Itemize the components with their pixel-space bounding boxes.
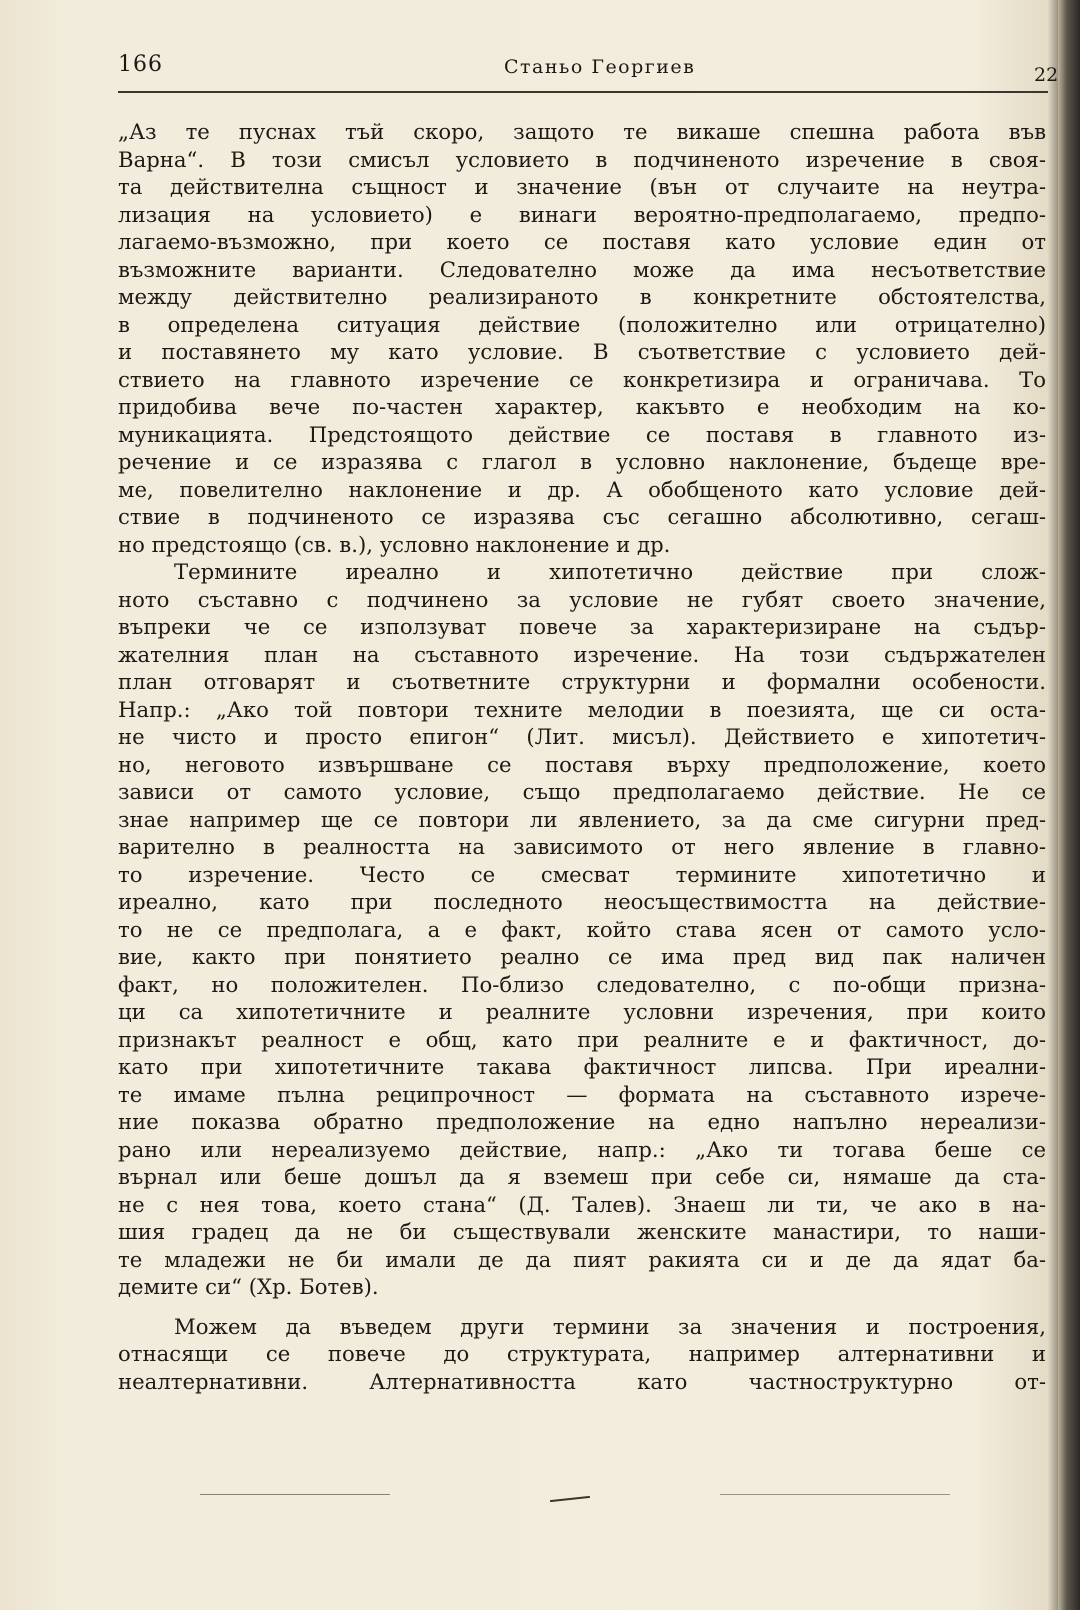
text-line: като при хипотетичните такава фактичност липсва. При ирeални-: [118, 1054, 1046, 1079]
text-line: те имаме пълна реципрочност — формата на съставното изрече-: [118, 1081, 1046, 1107]
text-line: ното съставно с подчинено за условие не губят своето значение,: [118, 586, 1046, 612]
text-line: между действително реализираното в конкретните обстоятелства,: [118, 284, 1046, 309]
chapter-number: 22: [1034, 64, 1059, 86]
text-line: жателния план на съставното изречение. На този съдържателен: [118, 641, 1046, 667]
header-rule: [118, 91, 1048, 93]
text-line: лагаемо-възможно, при което се поставя като условие един от: [118, 229, 1046, 254]
text-line: Можем да въведем други термини за значения и построения,: [174, 1313, 1046, 1339]
text-line: план отговарят и съответните структурни и формални особености.: [118, 669, 1046, 694]
text-line: въпреки че се използуват повече за характеризиране на съдър-: [118, 614, 1046, 639]
text-line: факт, но положителен. По-близо следователно, с по-общи призна-: [118, 971, 1046, 997]
text-line: неалтернативни. Алтернативността като частноструктурно от-: [118, 1368, 1046, 1394]
text-line: придобива вече по-частен характер, какъвто е необходим на ко-: [118, 394, 1046, 419]
text-line: „Аз те пуснах тъй скоро, защото те викаше спешна работа във: [118, 119, 1046, 144]
text-line: варително в реалността на зависимото от него явление в главно-: [118, 834, 1046, 859]
footer-pen-marks: [200, 1488, 1040, 1508]
pen-mark: [720, 1494, 950, 1495]
text-line: не чисто и просто епигон“ (Лит. мисъл). Действието е хипотетич-: [118, 724, 1046, 749]
text-line: но, неговото извършване се поставя върху предположение, което: [118, 751, 1046, 777]
text-line: то не се предполага, а е факт, който става ясен от самото усло-: [118, 916, 1046, 942]
text-line: муникацията. Предстоящото действие се поставя в главното из-: [118, 421, 1046, 447]
text-line: ци са хипотетичните и реалните условни изречения, при които: [118, 999, 1046, 1024]
text-line: шия градец да не би съществували женските манастири, то наши-: [118, 1219, 1046, 1244]
text-line: знае например ще се повтори ли явлението, за да сме сигурни пред-: [118, 806, 1046, 832]
text-line: Варна“. В този смисъл условието в подчиненото изречение в своя-: [118, 146, 1046, 172]
text-line: демите си“ (Хр. Ботев).: [118, 1274, 379, 1299]
text-line: речение и се изразява с глагол в условно наклонение, бъдеще вре-: [118, 449, 1046, 474]
paragraph-2: [118, 558, 1046, 1301]
page-header: [118, 48, 1059, 92]
text-line: отнасящи се повече до структурата, например алтернативни и: [118, 1341, 1046, 1366]
text-line: те младежи не би имали де да пият ракията си и де да ядат ба-: [118, 1246, 1046, 1272]
paragraph-gap: [118, 1301, 1046, 1313]
text-line: в определена ситуация действие (положително или отрицателно): [118, 311, 1046, 337]
text-line: Напр.: „Ако той повтори техните мелодии в поезията, ще си оста-: [118, 696, 1046, 722]
pen-mark: [550, 1496, 590, 1502]
text-line: възможните варианти. Следователно може да има несъответствие: [118, 256, 1046, 282]
body-text: [118, 118, 1046, 1395]
text-line: и поставянето му като условие. В съответствие с условието дей-: [118, 339, 1046, 364]
text-line: ирeално, като при последното неосъществимостта на действие-: [118, 889, 1046, 914]
text-line: вие, както при понятието реално се има пред вид пак наличен: [118, 944, 1046, 969]
pen-mark: [200, 1494, 390, 1495]
text-line: то изречение. Често се смесват термините хипотетично и: [118, 861, 1046, 887]
text-line: ние показва обратно предположение на едно напълно нереализи-: [118, 1109, 1046, 1134]
text-line: не с нея това, което стана“ (Д. Талев). Знаеш ли ти, че ако в на-: [118, 1191, 1046, 1217]
text-line: та действителна същност и значение (вън от случаите на неутра-: [118, 174, 1046, 199]
paragraph-1: [118, 118, 1046, 558]
text-line: върнал или беше дошъл да я вземеш при себе си, нямаше да ста-: [118, 1164, 1046, 1189]
text-line: ме, повелително наклонение и др. А обобщеното като условие дей-: [118, 476, 1046, 502]
text-line: зависи от самото условие, също предполагаемо действие. Не се: [118, 779, 1046, 804]
text-line: Термините ирeално и хипотетично действие при слож-: [174, 559, 1046, 584]
page-binding-edge: [1058, 0, 1080, 1610]
page-number: 166: [118, 52, 163, 77]
text-line: рано или нереализуемо действие, напр.: „Ако ти тогава беше се: [118, 1136, 1046, 1162]
text-line: признакът реалност е общ, като при реалните е и фактичност, до-: [118, 1026, 1046, 1052]
paragraph-3: [118, 1313, 1046, 1396]
running-head: Станьо Георгиев: [504, 56, 696, 78]
text-line: ствие в подчиненото се изразява със сегашно абсолютивно, сегаш-: [118, 504, 1046, 529]
text-line: лизация на условието) е винаги вероятно-предполагаемо, предпо-: [118, 201, 1046, 227]
text-line: ствието на главното изречение се конкретизира и ограничава. То: [118, 366, 1046, 392]
text-line: но предстоящо (св. в.), условно наклонение и др.: [118, 531, 671, 557]
